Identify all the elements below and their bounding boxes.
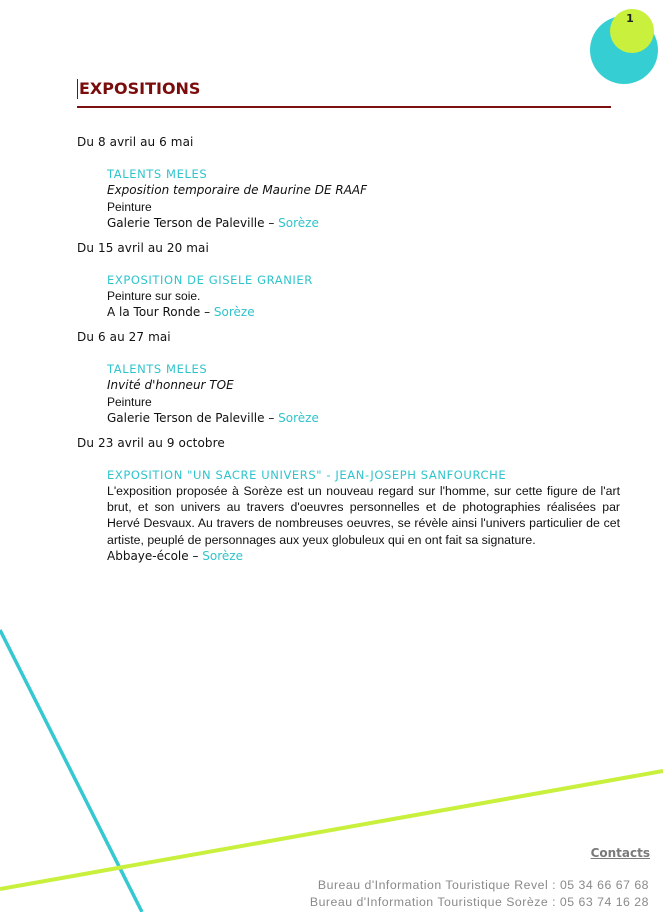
- exhibition-description: L'exposition proposée à Sorèze est un nouveau regard sur l'homme, sur cette figure de l'art brut, et son univers au travers d'oeuvres personnelles et de photographies réalisées par Hervé Desvaux. Au travers de nombreuses oeuvres, se révèle ainsi l'univers particulier de cet artiste, peuplé de personnages aux yeux globuleux qui en ont fait sa signature.: [107, 484, 620, 547]
- exhibition-type: Peinture: [107, 200, 152, 214]
- exhibition-type: Peinture: [107, 395, 152, 409]
- exhibition-title: EXPOSITION "UN SACRE UNIVERS" - JEAN-JOSEPH SANFOURCHE: [107, 468, 507, 482]
- exhibition-title: EXPOSITION DE GISELE GRANIER: [107, 273, 313, 287]
- venue-name: Galerie Terson de Paleville: [107, 216, 265, 230]
- contact-revel: Bureau d'Information Touristique Revel : 05 34 66 67 68: [317, 878, 649, 892]
- exhibition-section: [77, 134, 620, 231]
- exhibition-section: [77, 240, 620, 320]
- contacts-heading: Contacts: [590, 846, 650, 860]
- exhibition-title: TALENTS MELES: [107, 167, 208, 181]
- exhibition-section: [77, 329, 620, 426]
- exhibition-title: TALENTS MELES: [107, 362, 208, 376]
- town-name: Sorèze: [278, 216, 319, 230]
- town-name: Sorèze: [202, 548, 243, 563]
- separator: –: [200, 305, 214, 319]
- exhibition-subtitle: Exposition temporaire de Maurine DE RAAF: [107, 183, 368, 197]
- exhibition-location: [107, 304, 620, 320]
- town-name: Sorèze: [213, 305, 255, 319]
- exhibitions-list: [77, 134, 620, 573]
- venue-name: Abbaye-école: [107, 548, 189, 563]
- exhibition-date: Du 8 avril au 6 mai: [77, 135, 194, 149]
- page-number: 1: [626, 12, 634, 25]
- exhibition-date: Du 23 avril au 9 octobre: [77, 436, 225, 450]
- venue-name: Galerie Terson de Paleville: [107, 411, 265, 425]
- venue-name: A la Tour Ronde: [107, 305, 201, 319]
- exhibition-entry: [107, 166, 620, 231]
- page-title: EXPOSITIONS: [79, 79, 201, 98]
- separator: –: [188, 548, 203, 563]
- exhibition-location: [107, 410, 620, 426]
- exhibition-date: Du 6 au 27 mai: [77, 330, 171, 344]
- exhibition-subtitle: Invité d'honneur TOE: [107, 378, 234, 392]
- exhibition-entry: [107, 361, 620, 426]
- contact-soreze: Bureau d'Information Touristique Sorèze : 05 63 74 16 28: [309, 895, 649, 909]
- separator: –: [264, 216, 279, 230]
- title-underline: [77, 106, 611, 108]
- turquoise-diagonal-line: [0, 630, 142, 912]
- exhibition-location: [107, 548, 620, 564]
- exhibition-entry: [107, 272, 620, 320]
- exhibition-location: [107, 215, 620, 231]
- exhibition-type: Peinture sur soie.: [107, 289, 201, 303]
- exhibition-section: [77, 435, 620, 564]
- exhibition-date: Du 15 avril au 20 mai: [77, 241, 209, 255]
- town-name: Sorèze: [278, 411, 319, 425]
- separator: –: [264, 411, 279, 425]
- exhibition-entry: [107, 467, 620, 564]
